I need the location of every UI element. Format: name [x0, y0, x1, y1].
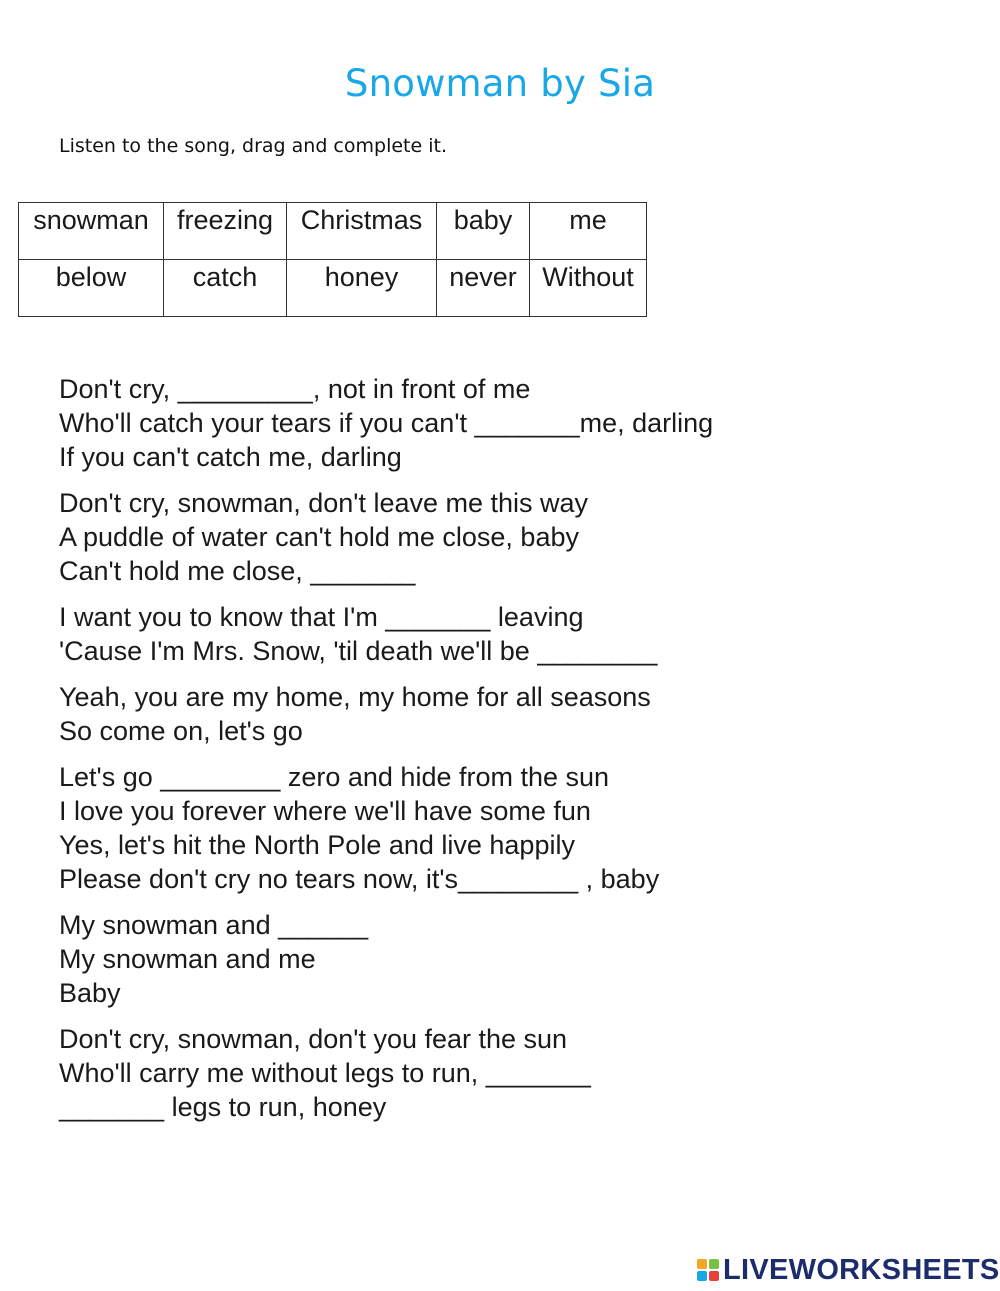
worksheet-title: Snowman by Sia	[344, 62, 656, 105]
lyric-line: Don't cry, snowman, don't you fear the sun	[59, 1024, 568, 1054]
logo-square-icon	[709, 1259, 719, 1269]
lyric-line: So come on, let's go	[59, 716, 303, 746]
lyric-line: Yes, let's hit the North Pole and live happily	[59, 830, 575, 860]
liveworksheets-logo[interactable]	[697, 1252, 1000, 1288]
lyric-line: If you can't catch me, darling	[59, 442, 402, 472]
word-bank-cell[interactable]: me	[530, 203, 647, 260]
logo-square-icon	[697, 1271, 707, 1281]
logo-square-icon	[709, 1271, 719, 1281]
lyric-line: My snowman and ______	[59, 910, 369, 940]
word-bank-cell[interactable]: honey	[287, 260, 437, 317]
word-bank-cell[interactable]: snowman	[19, 203, 164, 260]
stanza-4	[59, 680, 959, 748]
lyric-line: Who'll carry me without legs to run, _______	[59, 1058, 591, 1088]
instructions-text: Listen to the song, drag and complete it.	[59, 135, 447, 157]
lyric-line: Can't hold me close, _______	[59, 556, 416, 586]
lyric-line: Please don't cry no tears now, it's________ , baby	[59, 864, 660, 894]
word-bank-cell[interactable]: baby	[437, 203, 530, 260]
stanza-6	[59, 908, 959, 1010]
stanza-3	[59, 600, 959, 668]
logo-text: LIVEWORKSHEETS	[723, 1253, 1000, 1286]
liveworksheets-logo-icon	[697, 1259, 719, 1281]
lyric-line: Yeah, you are my home, my home for all seasons	[59, 682, 651, 712]
word-bank-cell[interactable]: catch	[164, 260, 287, 317]
logo-square-icon	[697, 1259, 707, 1269]
lyrics-section	[59, 372, 959, 1136]
word-bank-table	[18, 202, 647, 317]
stanza-5	[59, 760, 959, 896]
word-bank-cell[interactable]: Without	[530, 260, 647, 317]
word-bank-cell[interactable]: Christmas	[287, 203, 437, 260]
word-bank-row	[19, 203, 647, 260]
stanza-7	[59, 1022, 959, 1124]
lyric-line: Don't cry, _________, not in front of me	[59, 374, 531, 404]
word-bank-cell[interactable]: below	[19, 260, 164, 317]
stanza-1	[59, 372, 959, 474]
lyric-line: _______ legs to run, honey	[59, 1092, 387, 1122]
lyric-line: Let's go ________ zero and hide from the sun	[59, 762, 610, 792]
word-bank-cell[interactable]: freezing	[164, 203, 287, 260]
lyric-line: 'Cause I'm Mrs. Snow, 'til death we'll be ________	[59, 636, 658, 666]
lyric-line: Don't cry, snowman, don't leave me this way	[59, 488, 589, 518]
lyric-line: I love you forever where we'll have some fun	[59, 796, 591, 826]
word-bank-cell[interactable]: never	[437, 260, 530, 317]
stanza-2	[59, 486, 959, 588]
word-bank-row	[19, 260, 647, 317]
lyric-line: Who'll catch your tears if you can't _______me, darling	[59, 408, 714, 438]
lyric-line: I want you to know that I'm _______ leaving	[59, 602, 584, 632]
lyric-line: Baby	[59, 978, 121, 1008]
lyric-line: A puddle of water can't hold me close, baby	[59, 522, 579, 552]
lyric-line: My snowman and me	[59, 944, 316, 974]
